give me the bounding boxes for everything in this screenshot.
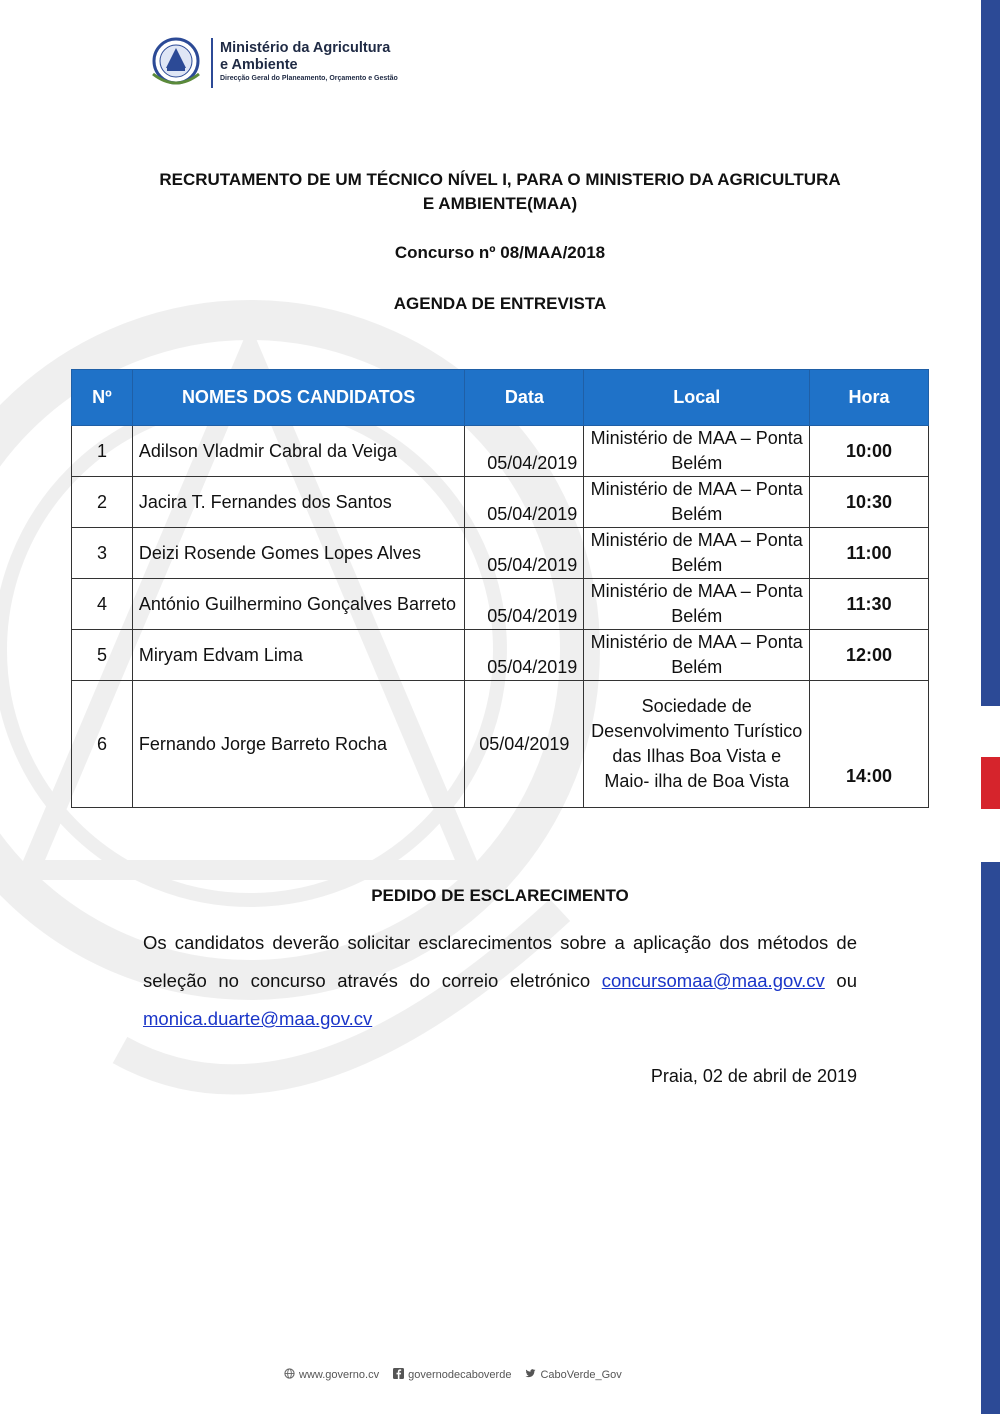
table-header-row [72,370,929,426]
interview-location: Ministério de MAA – Ponta Belém [584,426,810,477]
interview-time: 11:00 [810,528,929,579]
interview-time: 10:30 [810,477,929,528]
interview-date: 05/04/2019 [465,528,584,579]
header-location: Local [584,370,810,426]
row-number: 6 [72,681,133,808]
row-number: 3 [72,528,133,579]
clarification-connector: ou [824,970,857,991]
footer-website[interactable] [284,1368,379,1381]
side-bar-red [981,757,1000,809]
candidate-name: Adilson Vladmir Cabral da Veiga [132,426,464,477]
candidate-name: Fernando Jorge Barreto Rocha [132,681,464,808]
interview-location: Ministério de MAA – Ponta Belém [584,477,810,528]
email-link-concursos[interactable]: concursomaa@maa.gov.cv [601,970,825,991]
ministry-line1: Ministério da Agricultura [220,40,391,56]
agenda-heading: AGENDA DE ENTREVISTA [393,294,607,313]
facebook-icon [393,1368,404,1379]
header-number: Nº [72,370,133,426]
interview-date: 05/04/2019 [465,630,584,681]
email-link-monica[interactable]: monica.duarte@maa.gov.cv [143,1008,373,1029]
interview-location: Ministério de MAA – Ponta Belém [584,528,810,579]
clarification-text: Os candidatos deverão solicitar esclarecimentos sobre a aplicação dos métodos de seleção no concurso através do correio eletrónico [143,932,857,991]
title-line2: E AMBIENTE(MAA) [422,194,578,213]
footer-twitter[interactable] [525,1368,621,1381]
table-row [72,630,929,681]
interview-schedule-table [71,369,929,808]
interview-location: Ministério de MAA – Ponta Belém [584,630,810,681]
footer [284,1368,622,1381]
interview-date: 05/04/2019 [465,579,584,630]
ministry-line2: e Ambiente [220,57,298,73]
ministry-emblem-logo [145,34,207,92]
side-bar-blue-top [981,0,1000,706]
candidate-name: Jacira T. Fernandes dos Santos [132,477,464,528]
title-line1: RECRUTAMENTO DE UM TÉCNICO NÍVEL I, PARA O MINISTERIO DA AGRICULTURA [159,170,841,189]
contest-number: Concurso nº 08/MAA/2018 [394,243,606,262]
logo-divider [211,38,213,88]
clarification-heading: PEDIDO DE ESCLARECIMENTO [371,886,629,905]
candidate-name: António Guilhermino Gonçalves Barreto [132,579,464,630]
interview-date: 05/04/2019 [465,681,584,808]
globe-icon [284,1368,295,1379]
row-number: 4 [72,579,133,630]
header-time: Hora [810,370,929,426]
header-date: Data [465,370,584,426]
side-bar-blue-bottom [981,862,1000,1414]
interview-date: 05/04/2019 [465,426,584,477]
ministry-name [220,40,398,84]
clarification-paragraph [143,924,857,1038]
footer-facebook[interactable] [393,1368,511,1381]
interview-time: 11:30 [810,579,929,630]
table-row [72,681,929,808]
place-and-date: Praia, 02 de abril de 2019 [650,1066,857,1086]
document-title [120,168,880,216]
table-row [72,477,929,528]
ministry-subtitle: Direcção Geral do Planeamento, Orçamento e Gestão [220,75,398,82]
interview-time: 10:00 [810,426,929,477]
candidate-name: Miryam Edvam Lima [132,630,464,681]
interview-date: 05/04/2019 [465,477,584,528]
row-number: 5 [72,630,133,681]
candidate-name: Deizi Rosende Gomes Lopes Alves [132,528,464,579]
interview-time: 12:00 [810,630,929,681]
footer-twitter-text: CaboVerde_Gov [540,1369,622,1381]
table-row [72,528,929,579]
footer-website-text: www.governo.cv [299,1369,380,1381]
table-row [72,579,929,630]
header-names: NOMES DOS CANDIDATOS [132,370,464,426]
interview-location: Sociedade de Desenvolvimento Turístico das Ilhas Boa Vista e Maio- ilha de Boa Vista [584,681,810,808]
row-number: 1 [72,426,133,477]
row-number: 2 [72,477,133,528]
interview-location: Ministério de MAA – Ponta Belém [584,579,810,630]
interview-time: 14:00 [810,681,929,808]
table-row [72,426,929,477]
footer-facebook-text: governodecaboverde [408,1369,512,1381]
twitter-icon [525,1368,536,1379]
